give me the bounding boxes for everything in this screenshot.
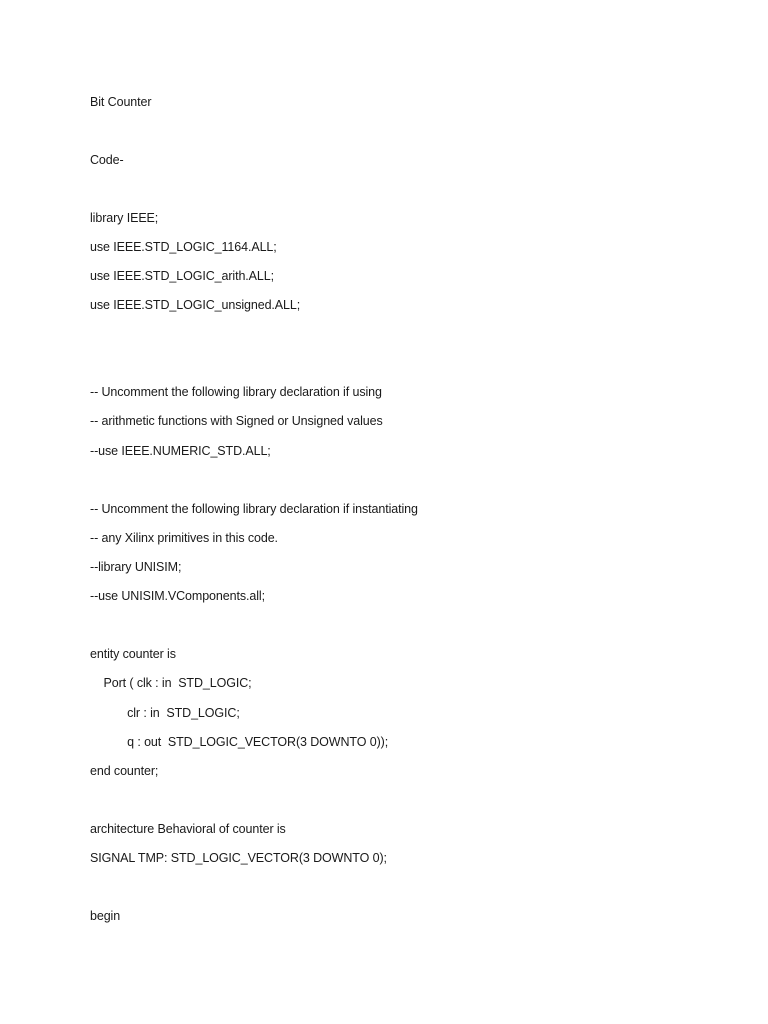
code-line: SIGNAL TMP: STD_LOGIC_VECTOR(3 DOWNTO 0); [90, 851, 387, 865]
document-title: Bit Counter [90, 95, 152, 109]
code-comment-line: --library UNISIM; [90, 560, 182, 574]
code-comment-line: -- Uncomment the following library declaration if instantiating [90, 502, 418, 516]
code-line: architecture Behavioral of counter is [90, 822, 286, 836]
code-line: library IEEE; [90, 211, 159, 225]
code-line: use IEEE.STD_LOGIC_1164.ALL; [90, 240, 277, 254]
code-comment-line: -- arithmetic functions with Signed or Unsigned values [90, 414, 383, 428]
code-line: use IEEE.STD_LOGIC_unsigned.ALL; [90, 298, 301, 312]
code-line: entity counter is [90, 647, 176, 661]
code-comment-line: -- any Xilinx primitives in this code. [90, 531, 278, 545]
code-line: end counter; [90, 764, 159, 778]
code-line: begin [90, 909, 121, 923]
code-line: q : out STD_LOGIC_VECTOR(3 DOWNTO 0)); [90, 735, 389, 749]
code-comment-line: --use UNISIM.VComponents.all; [90, 589, 265, 603]
code-line: Port ( clk : in STD_LOGIC; [90, 676, 252, 690]
code-line: use IEEE.STD_LOGIC_arith.ALL; [90, 269, 274, 283]
code-comment-line: --use IEEE.NUMERIC_STD.ALL; [90, 444, 271, 458]
code-comment-line: -- Uncomment the following library declaration if using [90, 385, 382, 399]
code-line: clr : in STD_LOGIC; [90, 706, 240, 720]
document-subtitle: Code- [90, 153, 124, 167]
